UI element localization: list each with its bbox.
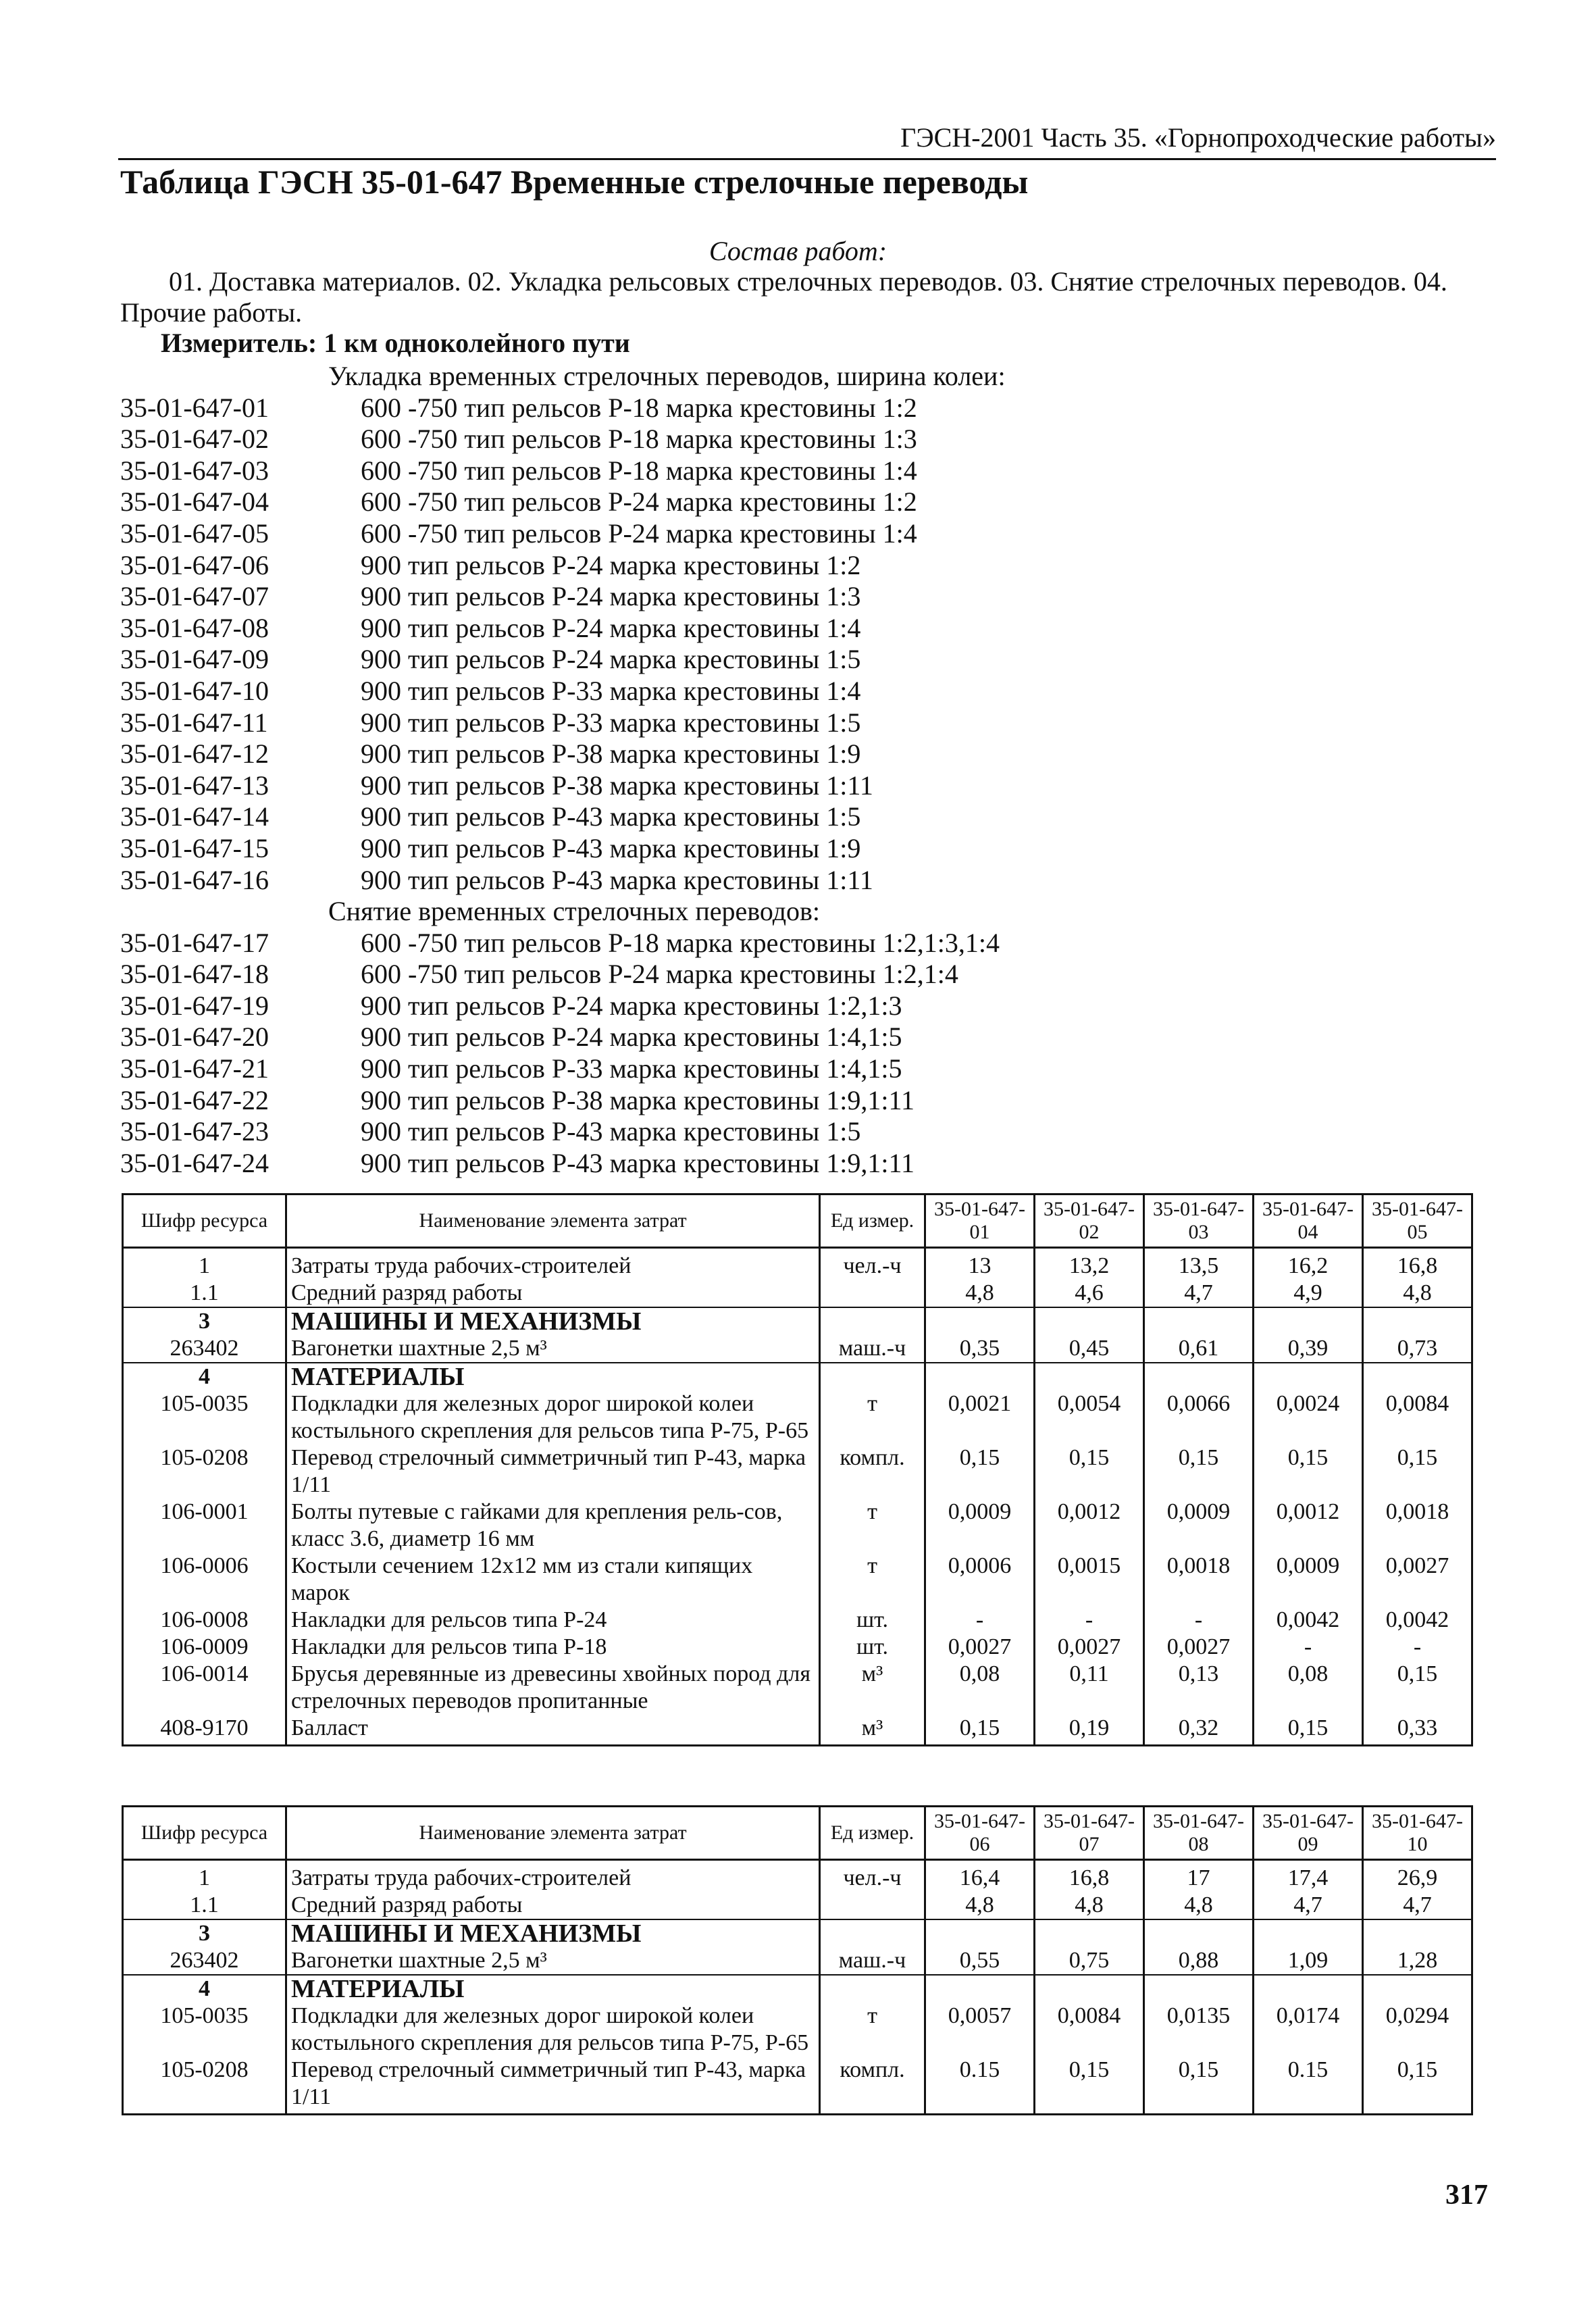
cell-name: Перевод стрелочный симметричный тип Р-43, марка 1/11 xyxy=(286,1444,820,1499)
section-title: МАШИНЫ И МЕХАНИЗМЫ xyxy=(286,1919,820,1947)
cell-value: 0,45 xyxy=(1035,1335,1144,1363)
cell-value: 4,8 xyxy=(1144,1892,1254,1919)
header-code: Шифр ресурса xyxy=(123,1807,286,1860)
cell-value: 0,0027 xyxy=(925,1634,1035,1661)
cell-code: 105-0208 xyxy=(123,2057,286,2115)
header-norm-col: 35-01-647-07 xyxy=(1035,1807,1144,1860)
cell-value: 0,15 xyxy=(1363,1661,1472,1715)
cell-value: 13,5 xyxy=(1144,1248,1254,1280)
norm-item xyxy=(120,928,1133,959)
table-row xyxy=(123,1390,1472,1444)
header-norm-col: 35-01-647-02 xyxy=(1035,1194,1144,1248)
cell-unit: маш.-ч xyxy=(820,1335,925,1363)
cell-value: 0,13 xyxy=(1144,1661,1254,1715)
header-name: Наименование элемента затрат xyxy=(286,1194,820,1248)
cell-value: 0,0027 xyxy=(1363,1553,1472,1607)
cell-value: 4,8 xyxy=(1363,1280,1472,1307)
header-code: Шифр ресурса xyxy=(123,1194,286,1248)
cell-code: 263402 xyxy=(123,1335,286,1363)
norm-code: 35-01-647-21 xyxy=(120,1053,269,1084)
norm-text: 900 тип рельсов Р-38 марка крестовины 1:9 xyxy=(361,738,861,770)
cell-unit: т xyxy=(820,1553,925,1607)
norm-text: 900 тип рельсов Р-43 марка крестовины 1:5 xyxy=(361,1116,861,1147)
cell-name: Вагонетки шахтные 2,5 м³ xyxy=(286,1947,820,1975)
table-row xyxy=(123,1280,1472,1307)
cell-value: 0,0174 xyxy=(1254,2003,1363,2057)
table-row xyxy=(123,1947,1472,1975)
table-row xyxy=(123,1892,1472,1919)
section-row-machines xyxy=(123,1919,1472,1947)
section-row-machines xyxy=(123,1307,1472,1335)
cell-value: 16,4 xyxy=(925,1860,1035,1892)
cell-name: Средний разряд работы xyxy=(286,1892,820,1919)
table-row xyxy=(123,2003,1472,2057)
cell-value: 0,0012 xyxy=(1254,1499,1363,1553)
meter: Измеритель: 1 км одноколейного пути xyxy=(161,328,630,358)
cell-code: 1.1 xyxy=(123,1280,286,1307)
cell-value: 0,11 xyxy=(1035,1661,1144,1715)
cell-value: - xyxy=(925,1607,1035,1634)
cell-value: 0,15 xyxy=(1363,1444,1472,1499)
composition-label: Состав работ: xyxy=(709,236,887,266)
cell-value: 16,8 xyxy=(1035,1860,1144,1892)
cell-value: 0,15 xyxy=(1144,2057,1254,2115)
table-header-row xyxy=(123,1807,1472,1860)
cell-value: 0.15 xyxy=(1254,2057,1363,2115)
cell-name: Затраты труда рабочих-строителей xyxy=(286,1860,820,1892)
norm-code: 35-01-647-24 xyxy=(120,1147,269,1178)
cell-name: Брусья деревянные из древесины хвойных пород для стрелочных переводов пропитанные xyxy=(286,1661,820,1715)
cell-name: Подкладки для железных дорог широкой колеи костыльного скрепления для рельсов типа Р-75, Р-65 xyxy=(286,1390,820,1444)
cell-value: 0,0015 xyxy=(1035,1553,1144,1607)
header-unit: Ед измер. xyxy=(820,1807,925,1860)
cell-code: 3 xyxy=(123,1307,286,1335)
cell-code: 106-0006 xyxy=(123,1553,286,1607)
cell-value: 16,8 xyxy=(1363,1248,1472,1280)
cell-name: Балласт xyxy=(286,1715,820,1746)
cell-value: 0,0009 xyxy=(1254,1553,1363,1607)
cell-code: 1.1 xyxy=(123,1892,286,1919)
table-row xyxy=(123,2057,1472,2115)
header-norm-col: 35-01-647-10 xyxy=(1363,1807,1472,1860)
table-row xyxy=(123,1444,1472,1499)
cell-value: 0,0024 xyxy=(1254,1390,1363,1444)
cell-code: 1 xyxy=(123,1248,286,1280)
page-number: 317 xyxy=(1445,2180,1488,2211)
norm-code: 35-01-647-05 xyxy=(120,518,269,549)
cell-value: 0,08 xyxy=(1254,1661,1363,1715)
norm-item xyxy=(120,518,1133,550)
norm-text: 900 тип рельсов Р-33 марка крестовины 1:5 xyxy=(361,707,861,738)
cell-value: 17,4 xyxy=(1254,1860,1363,1892)
cost-table xyxy=(122,1193,1473,1746)
norm-text: 900 тип рельсов Р-43 марка крестовины 1:5 xyxy=(361,801,861,832)
norm-text: 900 тип рельсов Р-24 марка крестовины 1:2 xyxy=(361,549,861,580)
norm-item xyxy=(120,1085,1133,1117)
cell-code: 106-0009 xyxy=(123,1634,286,1661)
cell-value: 0,0009 xyxy=(925,1499,1035,1553)
cell-name: Затраты труда рабочих-строителей xyxy=(286,1248,820,1280)
header-name: Наименование элемента затрат xyxy=(286,1807,820,1860)
norm-code: 35-01-647-22 xyxy=(120,1084,269,1115)
section-title: МАТЕРИАЛЫ xyxy=(286,1363,820,1390)
norm-item xyxy=(120,865,1133,897)
norm-code: 35-01-647-11 xyxy=(120,707,268,738)
table-row xyxy=(123,1715,1472,1746)
table-row xyxy=(123,1607,1472,1634)
cell-value: 0,15 xyxy=(925,1715,1035,1746)
cell-value: 0,19 xyxy=(1035,1715,1144,1746)
header-norm-col: 35-01-647-01 xyxy=(925,1194,1035,1248)
cell-unit xyxy=(820,1892,925,1919)
cell-name: Костыли сечением 12x12 мм из стали кипящих марок xyxy=(286,1553,820,1607)
cell-code: 106-0014 xyxy=(123,1661,286,1715)
cell-code: 105-0208 xyxy=(123,1444,286,1499)
cell-value: 0,0027 xyxy=(1144,1634,1254,1661)
norm-text: 600 -750 тип рельсов Р-24 марка крестовины 1:2 xyxy=(361,486,917,518)
cell-value: - xyxy=(1254,1634,1363,1661)
cell-value: 0,75 xyxy=(1035,1947,1144,1975)
cell-value: 0,15 xyxy=(925,1444,1035,1499)
cell-value: 0,0018 xyxy=(1144,1553,1254,1607)
section-title: МАТЕРИАЛЫ xyxy=(286,1975,820,2003)
norm-item xyxy=(120,1148,1133,1180)
norm-text: 900 тип рельсов Р-24 марка крестовины 1:5 xyxy=(361,644,861,675)
table-row xyxy=(123,1860,1472,1892)
norm-group-title-laying: Укладка временных стрелочных переводов, ширина колеи: xyxy=(328,361,1006,391)
norm-code: 35-01-647-15 xyxy=(120,832,269,863)
cell-value: 4,6 xyxy=(1035,1280,1144,1307)
composition-text: 01. Доставка материалов. 02. Укладка рельсовых стрелочных переводов. 03. Снятие стрелочных переводов. 04. Прочие работы. xyxy=(120,266,1447,328)
norm-text: 900 тип рельсов Р-24 марка крестовины 1:3 xyxy=(361,581,861,612)
norm-text: 900 тип рельсов Р-33 марка крестовины 1:4,1:5 xyxy=(361,1053,902,1084)
norm-item xyxy=(120,424,1133,455)
cell-value: 0,15 xyxy=(1254,1715,1363,1746)
cell-value: 0,55 xyxy=(925,1947,1035,1975)
cell-value: 4,8 xyxy=(1035,1892,1144,1919)
cell-name: Болты путевые с гайками для крепления рель-сов, класс 3.6, диаметр 16 мм xyxy=(286,1499,820,1553)
cell-value: 0,0009 xyxy=(1144,1499,1254,1553)
cell-value: - xyxy=(1363,1634,1472,1661)
norm-text: 600 -750 тип рельсов Р-24 марка крестовины 1:4 xyxy=(361,518,917,549)
cell-unit: м³ xyxy=(820,1715,925,1746)
cell-value: 0.15 xyxy=(925,2057,1035,2115)
norm-code: 35-01-647-18 xyxy=(120,959,269,990)
table-header-row xyxy=(123,1194,1472,1248)
cell-value: 0,0135 xyxy=(1144,2003,1254,2057)
cell-value: 0,15 xyxy=(1363,2057,1472,2115)
norm-item xyxy=(120,550,1133,582)
cell-value: 17 xyxy=(1144,1860,1254,1892)
table-row xyxy=(123,1661,1472,1715)
norm-item xyxy=(120,707,1133,739)
cell-unit: компл. xyxy=(820,2057,925,2115)
header-norm-col: 35-01-647-05 xyxy=(1363,1194,1472,1248)
table-row xyxy=(123,1335,1472,1363)
cell-value: 0,08 xyxy=(925,1661,1035,1715)
norm-code: 35-01-647-04 xyxy=(120,486,269,518)
cell-unit: чел.-ч xyxy=(820,1860,925,1892)
cell-value: 16,2 xyxy=(1254,1248,1363,1280)
cell-name: Накладки для рельсов типа Р-24 xyxy=(286,1607,820,1634)
cell-value: 4,7 xyxy=(1363,1892,1472,1919)
header-norm-col: 35-01-647-09 xyxy=(1254,1807,1363,1860)
cell-code: 3 xyxy=(123,1919,286,1947)
norm-code: 35-01-647-20 xyxy=(120,1022,269,1053)
norm-item xyxy=(120,833,1133,865)
norm-code: 35-01-647-17 xyxy=(120,927,269,958)
cell-value: 0,0084 xyxy=(1035,2003,1144,2057)
cell-code: 1 xyxy=(123,1860,286,1892)
header-unit: Ед измер. xyxy=(820,1194,925,1248)
norm-code: 35-01-647-19 xyxy=(120,990,269,1021)
cell-value: 0,15 xyxy=(1144,1444,1254,1499)
cell-unit: чел.-ч xyxy=(820,1248,925,1280)
cell-unit: т xyxy=(820,1390,925,1444)
norm-item xyxy=(120,1022,1133,1053)
cell-value: 0,0057 xyxy=(925,2003,1035,2057)
norm-item xyxy=(120,393,1133,424)
table-title: Таблица ГЭСН 35-01-647 Временные стрелочные переводы xyxy=(120,163,1029,201)
table-row xyxy=(123,1553,1472,1607)
cell-value: 13 xyxy=(925,1248,1035,1280)
norm-item xyxy=(120,676,1133,707)
cell-value: 0,0294 xyxy=(1363,2003,1472,2057)
norm-code: 35-01-647-14 xyxy=(120,801,269,832)
norm-item xyxy=(120,1053,1133,1085)
cell-value: 0,88 xyxy=(1144,1947,1254,1975)
header-norm-col: 35-01-647-03 xyxy=(1144,1194,1254,1248)
cell-value: 0,15 xyxy=(1035,2057,1144,2115)
norm-code: 35-01-647-02 xyxy=(120,424,269,455)
section-row-materials xyxy=(123,1975,1472,2003)
norm-code: 35-01-647-09 xyxy=(120,644,269,675)
cell-code: 105-0035 xyxy=(123,1390,286,1444)
cell-value: 0,0066 xyxy=(1144,1390,1254,1444)
norm-item xyxy=(120,486,1133,518)
norm-code: 35-01-647-07 xyxy=(120,581,269,612)
cell-name: Накладки для рельсов типа Р-18 xyxy=(286,1634,820,1661)
cost-table xyxy=(122,1805,1473,2115)
norm-item xyxy=(120,738,1133,770)
norm-code: 35-01-647-08 xyxy=(120,612,269,643)
cell-value: 4,7 xyxy=(1254,1892,1363,1919)
cell-code: 4 xyxy=(123,1363,286,1390)
norm-item xyxy=(120,613,1133,645)
cell-value: 0,0042 xyxy=(1363,1607,1472,1634)
running-header xyxy=(118,120,1496,160)
cell-unit: компл. xyxy=(820,1444,925,1499)
header-norm-col: 35-01-647-04 xyxy=(1254,1194,1363,1248)
norm-text: 900 тип рельсов Р-24 марка крестовины 1:4 xyxy=(361,612,861,643)
cell-value: 26,9 xyxy=(1363,1860,1472,1892)
cell-code: 106-0001 xyxy=(123,1499,286,1553)
table-row xyxy=(123,1499,1472,1553)
cell-value: - xyxy=(1144,1607,1254,1634)
cell-value: 0,73 xyxy=(1363,1335,1472,1363)
cell-value: 0,15 xyxy=(1254,1444,1363,1499)
cell-value: 0,0027 xyxy=(1035,1634,1144,1661)
norm-code: 35-01-647-12 xyxy=(120,738,269,770)
norm-text: 600 -750 тип рельсов Р-18 марка крестовины 1:2 xyxy=(361,392,917,423)
header-norm-col: 35-01-647-06 xyxy=(925,1807,1035,1860)
norm-item xyxy=(120,990,1133,1022)
norm-text: 600 -750 тип рельсов Р-24 марка крестовины 1:2,1:4 xyxy=(361,959,958,990)
cell-unit: т xyxy=(820,2003,925,2057)
cell-value: 0,0084 xyxy=(1363,1390,1472,1444)
cell-unit: т xyxy=(820,1499,925,1553)
cell-value: 13,2 xyxy=(1035,1248,1144,1280)
table-row xyxy=(123,1634,1472,1661)
cell-name: Средний разряд работы xyxy=(286,1280,820,1307)
norm-list xyxy=(120,361,1133,1179)
norm-item xyxy=(120,801,1133,833)
cell-value: - xyxy=(1035,1607,1144,1634)
norm-text: 900 тип рельсов Р-24 марка крестовины 1:4,1:5 xyxy=(361,1022,902,1053)
header-norm-col: 35-01-647-08 xyxy=(1144,1807,1254,1860)
cell-code: 4 xyxy=(123,1975,286,2003)
cell-unit: м³ xyxy=(820,1661,925,1715)
cell-unit xyxy=(820,1280,925,1307)
norm-text: 900 тип рельсов Р-38 марка крестовины 1:9,1:11 xyxy=(361,1084,915,1115)
norm-text: 900 тип рельсов Р-43 марка крестовины 1:9,1:11 xyxy=(361,1147,915,1178)
cell-value: 0,32 xyxy=(1144,1715,1254,1746)
norm-code: 35-01-647-06 xyxy=(120,549,269,580)
norm-code: 35-01-647-13 xyxy=(120,770,269,801)
norm-text: 600 -750 тип рельсов Р-18 марка крестовины 1:3 xyxy=(361,424,917,455)
cell-code: 263402 xyxy=(123,1947,286,1975)
cell-value: 1,28 xyxy=(1363,1947,1472,1975)
cell-value: 4,8 xyxy=(925,1892,1035,1919)
cell-value: 0,0006 xyxy=(925,1553,1035,1607)
cell-value: 1,09 xyxy=(1254,1947,1363,1975)
cell-value: 0,0012 xyxy=(1035,1499,1144,1553)
cell-code: 105-0035 xyxy=(123,2003,286,2057)
norm-item xyxy=(120,581,1133,613)
section-title: МАШИНЫ И МЕХАНИЗМЫ xyxy=(286,1307,820,1335)
cell-value: 0,61 xyxy=(1144,1335,1254,1363)
cell-code: 408-9170 xyxy=(123,1715,286,1746)
cell-unit: маш.-ч xyxy=(820,1947,925,1975)
norm-item xyxy=(120,770,1133,802)
norm-text: 900 тип рельсов Р-24 марка крестовины 1:2,1:3 xyxy=(361,990,902,1021)
norm-code: 35-01-647-10 xyxy=(120,675,269,706)
norm-item xyxy=(120,959,1133,990)
norm-text: 600 -750 тип рельсов Р-18 марка крестовины 1:2,1:3,1:4 xyxy=(361,927,1000,958)
cell-name: Вагонетки шахтные 2,5 м³ xyxy=(286,1335,820,1363)
norm-code: 35-01-647-23 xyxy=(120,1116,269,1147)
norm-text: 900 тип рельсов Р-43 марка крестовины 1:9 xyxy=(361,832,861,863)
cell-value: 0,39 xyxy=(1254,1335,1363,1363)
norm-code: 35-01-647-01 xyxy=(120,392,269,423)
norm-text: 900 тип рельсов Р-33 марка крестовины 1:4 xyxy=(361,675,861,706)
norm-text: 600 -750 тип рельсов Р-18 марка крестовины 1:4 xyxy=(361,455,917,486)
norm-item xyxy=(120,1116,1133,1148)
cell-unit: шт. xyxy=(820,1607,925,1634)
cell-value: 4,9 xyxy=(1254,1280,1363,1307)
cell-value: 0,35 xyxy=(925,1335,1035,1363)
cell-value: 4,7 xyxy=(1144,1280,1254,1307)
norm-code: 35-01-647-16 xyxy=(120,864,269,895)
running-title: ГЭСН-2001 Часть 35. «Горнопроходческие работы» xyxy=(900,122,1496,153)
cell-code: 106-0008 xyxy=(123,1607,286,1634)
table-row xyxy=(123,1248,1472,1280)
norm-item xyxy=(120,644,1133,676)
cell-name: Подкладки для железных дорог широкой колеи костыльного скрепления для рельсов типа Р-75, Р-65 xyxy=(286,2003,820,2057)
cell-value: 0,15 xyxy=(1035,1444,1144,1499)
cell-value: 0,0042 xyxy=(1254,1607,1363,1634)
cell-value: 0,0018 xyxy=(1363,1499,1472,1553)
cell-value: 4,8 xyxy=(925,1280,1035,1307)
norm-group-title-removal: Снятие временных стрелочных переводов: xyxy=(328,896,821,927)
norm-item xyxy=(120,455,1133,487)
norm-text: 900 тип рельсов Р-38 марка крестовины 1:11 xyxy=(361,770,873,801)
cell-name: Перевод стрелочный симметричный тип Р-43, марка 1/11 xyxy=(286,2057,820,2115)
cell-unit: шт. xyxy=(820,1634,925,1661)
section-row-materials xyxy=(123,1363,1472,1390)
norm-code: 35-01-647-03 xyxy=(120,455,269,486)
cell-value: 0,0054 xyxy=(1035,1390,1144,1444)
norm-text: 900 тип рельсов Р-43 марка крестовины 1:11 xyxy=(361,864,873,895)
cell-value: 0,33 xyxy=(1363,1715,1472,1746)
cell-value: 0,0021 xyxy=(925,1390,1035,1444)
